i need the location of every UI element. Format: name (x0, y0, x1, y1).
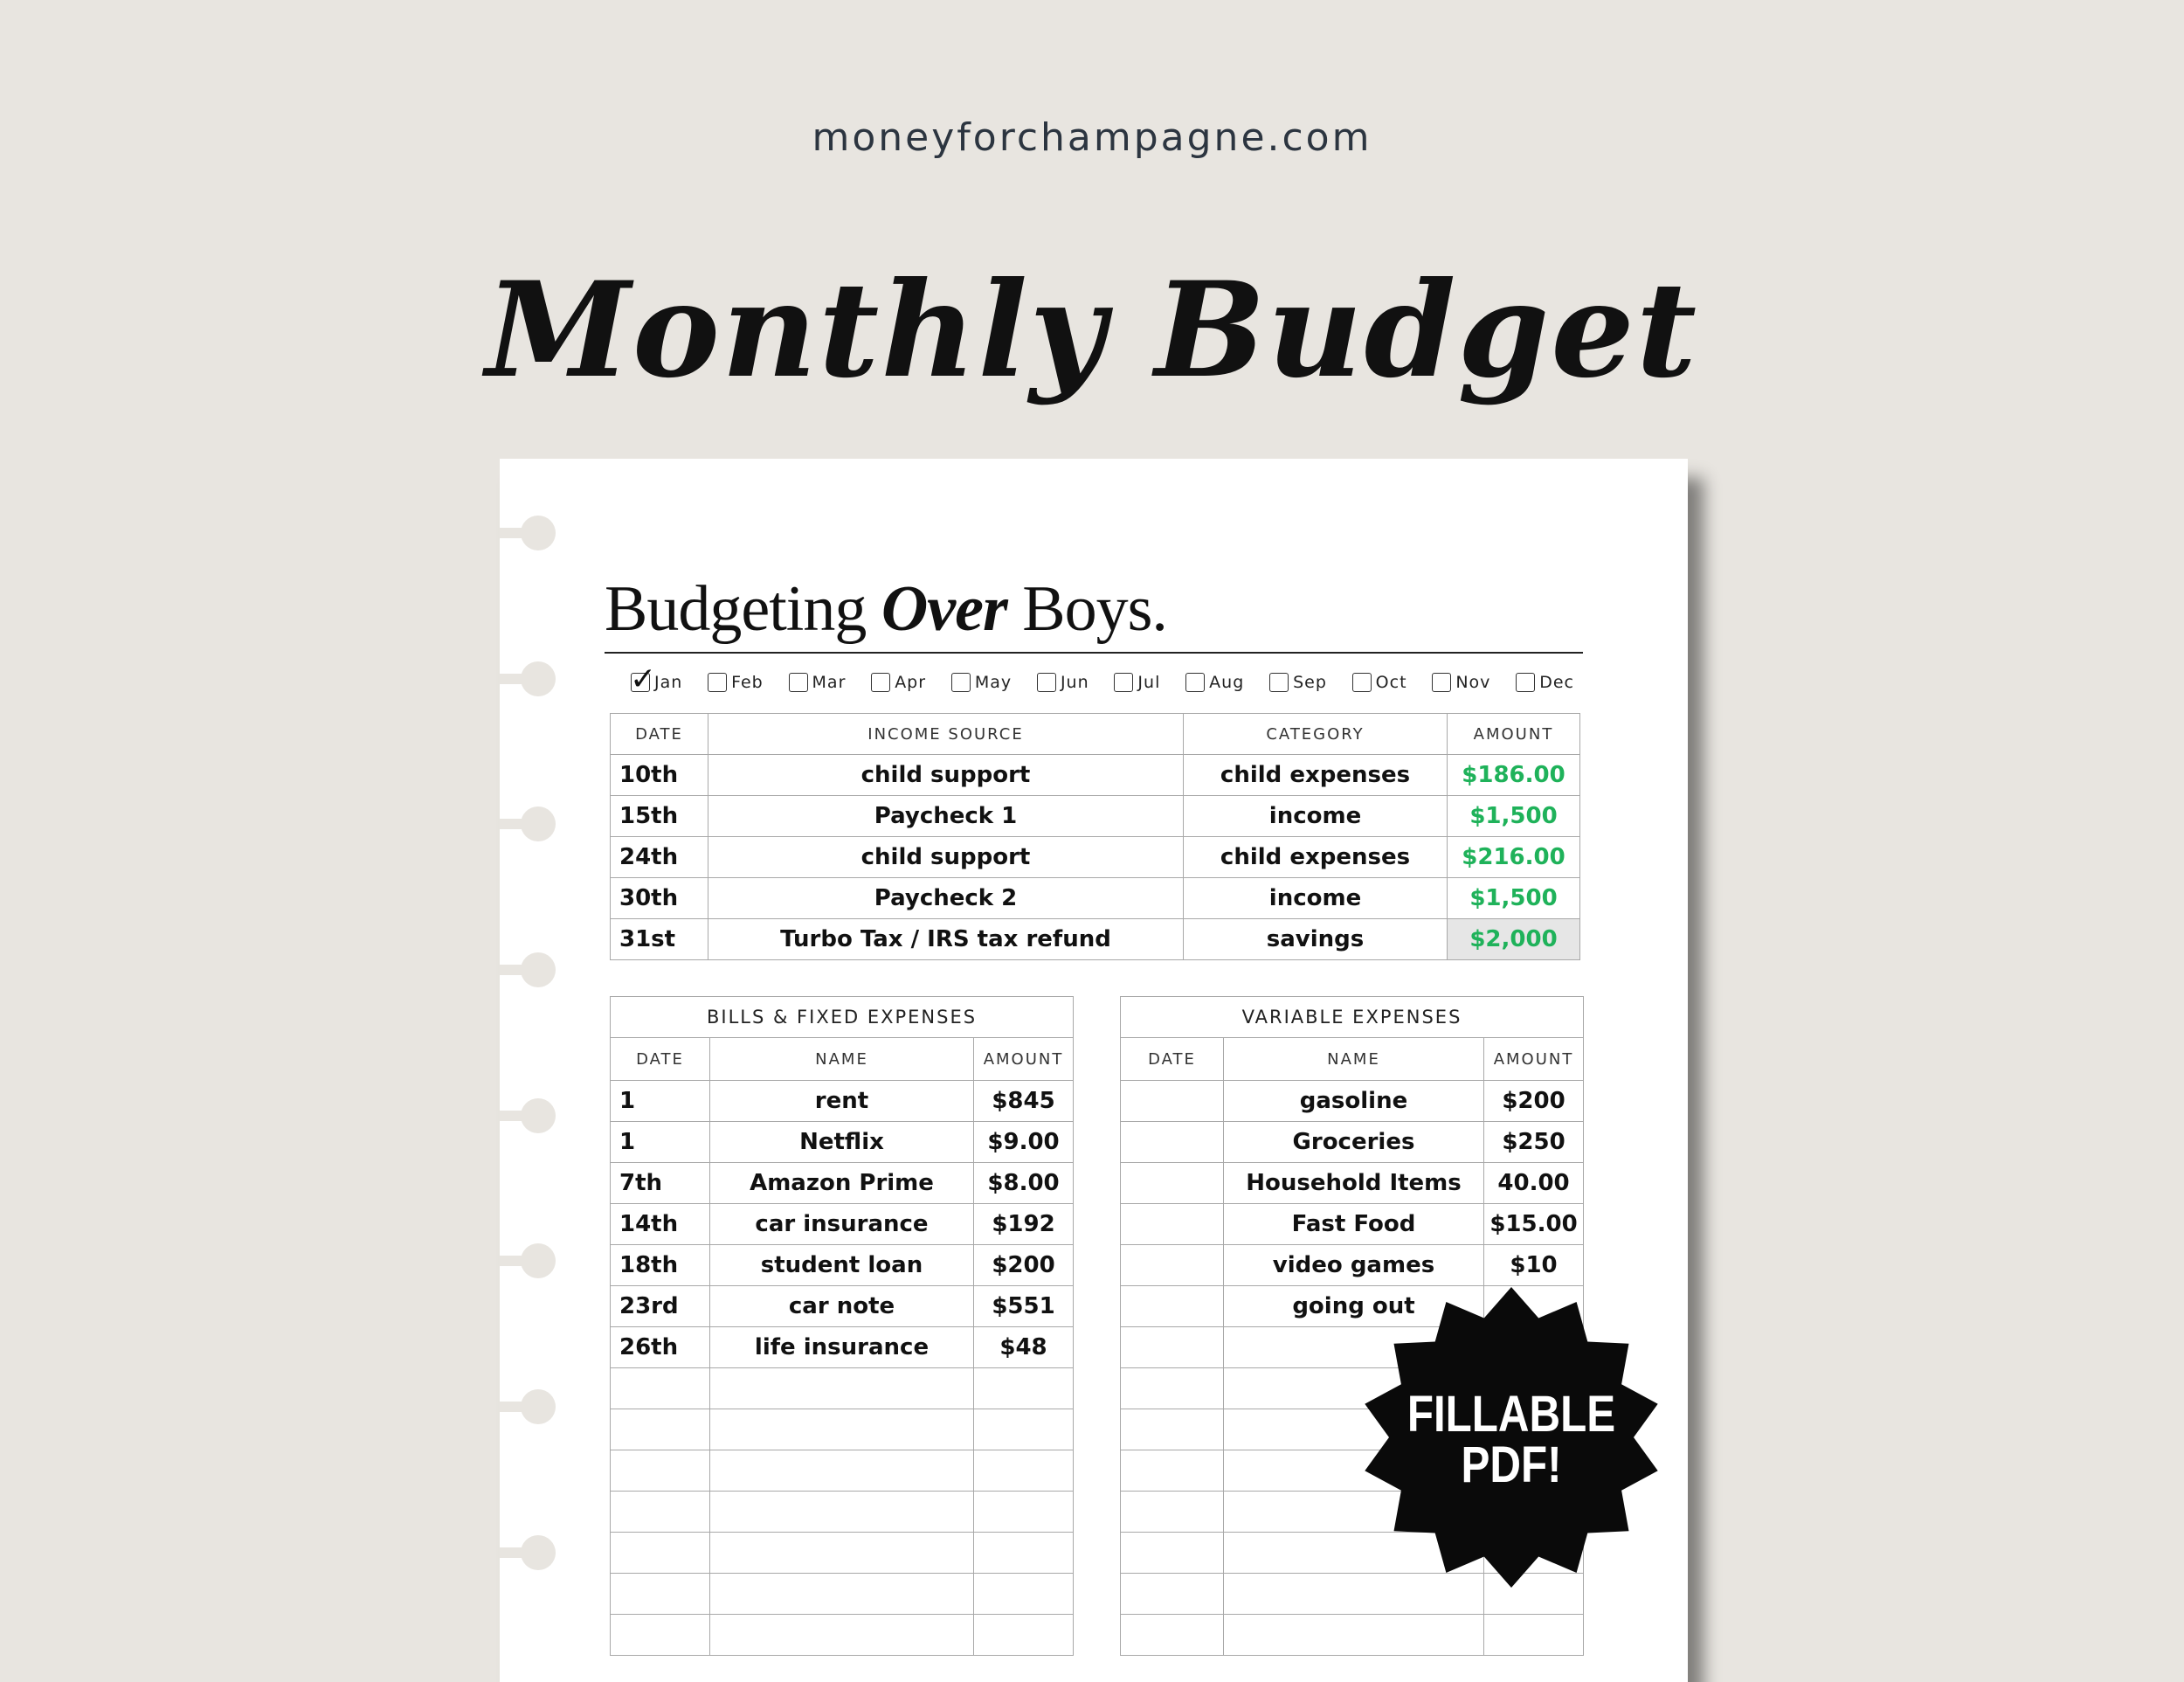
table-row (1121, 1615, 1584, 1656)
expense-name-cell[interactable]: rent (710, 1081, 974, 1122)
expense-amount-cell[interactable] (974, 1450, 1074, 1492)
expense-date-cell[interactable]: 14th (611, 1204, 710, 1245)
month-checkbox[interactable] (1269, 673, 1327, 692)
expense-date-cell[interactable] (1121, 1163, 1224, 1204)
month-label: Feb (731, 673, 764, 692)
checkbox-icon[interactable] (951, 673, 971, 692)
page-title: Monthly Budget (485, 253, 1699, 407)
table-row (1121, 1163, 1584, 1204)
month-checkbox[interactable] (789, 673, 847, 692)
badge-line: FILLABLE (1406, 1386, 1616, 1443)
table-row (611, 1450, 1074, 1492)
badge-text (1381, 1386, 1641, 1493)
table-row (611, 1286, 1074, 1327)
month-checkbox[interactable] (1185, 673, 1244, 692)
table-row (1121, 1081, 1584, 1122)
expense-date-cell[interactable]: 1 (611, 1081, 710, 1122)
binder-hole (500, 1535, 552, 1570)
binder-hole (500, 1389, 552, 1424)
month-label: Oct (1375, 673, 1407, 692)
expense-date-cell[interactable] (611, 1574, 710, 1615)
income-source[interactable]: Paycheck 2 (708, 878, 1184, 919)
expense-date-cell[interactable] (1121, 1286, 1224, 1327)
expense-date-cell[interactable]: 26th (611, 1327, 710, 1368)
expense-amount-cell[interactable]: $10 (1484, 1245, 1584, 1286)
col-header-category: CATEGORY (1184, 714, 1448, 755)
expense-amount-cell[interactable]: $200 (1484, 1081, 1584, 1122)
table-row (611, 1533, 1074, 1574)
expense-amount-cell[interactable]: $9.00 (974, 1122, 1074, 1163)
expense-date-cell[interactable] (611, 1450, 710, 1492)
income-source[interactable]: Turbo Tax / IRS tax refund (708, 919, 1184, 960)
checkbox-icon[interactable] (1114, 673, 1133, 692)
expense-date-cell[interactable] (611, 1533, 710, 1574)
expense-date-cell[interactable]: 18th (611, 1245, 710, 1286)
income-date[interactable]: 10th (611, 755, 708, 796)
income-source[interactable]: Paycheck 1 (708, 796, 1184, 837)
expense-amount-cell[interactable] (974, 1615, 1074, 1656)
month-label: Dec (1539, 673, 1574, 692)
expense-amount-cell[interactable]: $845 (974, 1081, 1074, 1122)
col-header-amount: AMOUNT (974, 1038, 1074, 1081)
checkbox-icon[interactable] (871, 673, 890, 692)
month-checkbox[interactable] (1432, 673, 1490, 692)
income-row (611, 796, 1580, 837)
col-header-date: DATE (611, 1038, 710, 1081)
expense-amount-cell[interactable] (974, 1574, 1074, 1615)
expense-name-cell[interactable]: car insurance (710, 1204, 974, 1245)
expense-amount-cell[interactable]: $250 (1484, 1122, 1584, 1163)
expense-name-cell[interactable] (710, 1368, 974, 1409)
expense-name-cell[interactable]: Fast Food (1224, 1204, 1484, 1245)
expense-name-cell[interactable]: car note (710, 1286, 974, 1327)
binder-hole (500, 952, 552, 987)
month-checkbox[interactable] (708, 673, 764, 692)
month-checkbox[interactable] (1114, 673, 1160, 692)
checkbox-icon[interactable] (1516, 673, 1535, 692)
table-row (1121, 1122, 1584, 1163)
expense-name-cell[interactable] (710, 1450, 974, 1492)
expense-date-cell[interactable] (1121, 1574, 1224, 1615)
expense-amount-cell[interactable]: $48 (974, 1327, 1074, 1368)
expense-date-cell[interactable]: 7th (611, 1163, 710, 1204)
checkbox-icon[interactable] (1432, 673, 1451, 692)
bills-table (610, 996, 1074, 1656)
bills-caption: BILLS & FIXED EXPENSES (611, 997, 1074, 1038)
expense-amount-cell[interactable] (974, 1368, 1074, 1409)
variable-caption: VARIABLE EXPENSES (1121, 997, 1584, 1038)
binder-hole (500, 806, 552, 841)
title-part: Budgeting (605, 573, 881, 645)
table-row (611, 1492, 1074, 1533)
table-row (611, 1574, 1074, 1615)
col-header-income-source: INCOME SOURCE (708, 714, 1184, 755)
expense-name-cell[interactable]: Groceries (1224, 1122, 1484, 1163)
income-row (611, 837, 1580, 878)
table-row (1121, 1245, 1584, 1286)
expense-name-cell[interactable]: life insurance (710, 1327, 974, 1368)
income-amount[interactable]: $1,500 (1448, 878, 1580, 919)
expense-date-cell[interactable] (1121, 1122, 1224, 1163)
month-checkbox[interactable] (631, 673, 682, 692)
month-label: Mar (812, 673, 847, 692)
month-label: Jul (1137, 673, 1161, 692)
binder-hole (500, 1243, 552, 1278)
expense-amount-cell[interactable]: $15.00 (1484, 1204, 1584, 1245)
col-header-amount: AMOUNT (1448, 714, 1580, 755)
table-row (611, 1122, 1074, 1163)
income-amount[interactable]: $186.00 (1448, 755, 1580, 796)
table-row (611, 1163, 1074, 1204)
expense-amount-cell[interactable] (974, 1492, 1074, 1533)
expense-amount-cell[interactable] (1484, 1615, 1584, 1656)
col-header-date: DATE (611, 714, 708, 755)
expense-date-cell[interactable] (1121, 1533, 1224, 1574)
expense-name-cell[interactable] (710, 1615, 974, 1656)
income-date[interactable]: 31st (611, 919, 708, 960)
col-header-name: NAME (1224, 1038, 1484, 1081)
table-row (611, 1327, 1074, 1368)
income-category[interactable]: savings (1184, 919, 1448, 960)
income-category[interactable]: child expenses (1184, 837, 1448, 878)
expense-date-cell[interactable]: 23rd (611, 1286, 710, 1327)
income-source[interactable]: child support (708, 837, 1184, 878)
month-label: Jun (1060, 673, 1089, 692)
table-row (611, 1204, 1074, 1245)
expense-name-cell[interactable]: Household Items (1224, 1163, 1484, 1204)
site-url: moneyforchampagne.com (812, 115, 1372, 160)
month-label: May (974, 673, 1013, 692)
table-row (611, 1245, 1074, 1286)
col-header-date: DATE (1121, 1038, 1224, 1081)
expense-date-cell[interactable] (1121, 1368, 1224, 1409)
checkbox-icon[interactable] (1037, 673, 1056, 692)
col-header-name: NAME (710, 1038, 974, 1081)
expense-amount-cell[interactable]: $551 (974, 1286, 1074, 1327)
month-checkbox[interactable] (1037, 673, 1089, 692)
col-header-amount: AMOUNT (1484, 1038, 1584, 1081)
expense-name-cell[interactable] (710, 1492, 974, 1533)
income-date[interactable]: 30th (611, 878, 708, 919)
expense-name-cell[interactable]: video games (1224, 1245, 1484, 1286)
binder-hole (500, 516, 552, 550)
month-selector (631, 673, 1574, 692)
table-row (611, 1368, 1074, 1409)
expense-name-cell[interactable] (710, 1409, 974, 1450)
income-category[interactable]: child expenses (1184, 755, 1448, 796)
table-row (611, 1615, 1074, 1656)
badge-line: PDF! (1461, 1436, 1562, 1493)
expense-name-cell[interactable]: gasoline (1224, 1081, 1484, 1122)
income-amount[interactable]: $216.00 (1448, 837, 1580, 878)
expense-date-cell[interactable] (1121, 1615, 1224, 1656)
income-category[interactable]: income (1184, 878, 1448, 919)
month-checkbox[interactable] (1352, 673, 1407, 692)
checked-checkbox-icon[interactable] (631, 673, 650, 692)
binder-hole (500, 661, 552, 696)
checkbox-icon[interactable] (1269, 673, 1289, 692)
income-amount[interactable]: $1,500 (1448, 796, 1580, 837)
expense-date-cell[interactable] (611, 1615, 710, 1656)
expense-date-cell[interactable] (1121, 1245, 1224, 1286)
expense-name-cell[interactable] (710, 1574, 974, 1615)
expense-name-cell[interactable]: student loan (710, 1245, 974, 1286)
expense-date-cell[interactable] (1121, 1327, 1224, 1368)
checkbox-icon[interactable] (708, 673, 727, 692)
income-source[interactable]: child support (708, 755, 1184, 796)
expense-date-cell[interactable]: 1 (611, 1122, 710, 1163)
expense-amount-cell[interactable] (974, 1533, 1074, 1574)
expense-name-cell[interactable]: going out (1224, 1286, 1484, 1327)
month-label: Nov (1455, 673, 1491, 692)
month-label: Aug (1209, 673, 1245, 692)
expense-amount-cell[interactable]: $192 (974, 1204, 1074, 1245)
expense-date-cell[interactable] (611, 1368, 710, 1409)
income-amount[interactable]: $2,000 (1448, 919, 1580, 960)
fillable-pdf-badge (1358, 1284, 1664, 1590)
checkbox-icon[interactable] (1185, 673, 1205, 692)
table-row (611, 1409, 1074, 1450)
expense-name-cell[interactable] (710, 1533, 974, 1574)
expense-name-cell[interactable]: Amazon Prime (710, 1163, 974, 1204)
expense-date-cell[interactable] (611, 1492, 710, 1533)
income-row (611, 878, 1580, 919)
title-emphasis: Over (881, 573, 1007, 645)
month-label: Sep (1293, 673, 1327, 692)
table-row (1121, 1204, 1584, 1245)
expense-date-cell[interactable] (1121, 1450, 1224, 1492)
income-table (610, 713, 1580, 960)
expense-amount-cell[interactable]: $8.00 (974, 1163, 1074, 1204)
income-date[interactable]: 24th (611, 837, 708, 878)
expense-amount-cell[interactable] (974, 1409, 1074, 1450)
expense-amount-cell[interactable]: 40.00 (1484, 1163, 1584, 1204)
expense-date-cell[interactable] (1121, 1409, 1224, 1450)
month-label: Jan (654, 673, 683, 692)
income-row (611, 755, 1580, 796)
title-divider (605, 652, 1583, 654)
binder-hole (500, 1098, 552, 1133)
income-row (611, 919, 1580, 960)
expense-date-cell[interactable] (611, 1409, 710, 1450)
month-checkbox[interactable] (871, 673, 926, 692)
expense-date-cell[interactable] (1121, 1492, 1224, 1533)
table-row (611, 1081, 1074, 1122)
month-checkbox[interactable] (1516, 673, 1574, 692)
document-title (605, 572, 1167, 647)
income-date[interactable]: 15th (611, 796, 708, 837)
checkbox-icon[interactable] (1352, 673, 1372, 692)
month-label: Apr (895, 673, 927, 692)
expense-amount-cell[interactable]: $200 (974, 1245, 1074, 1286)
expense-name-cell[interactable]: Netflix (710, 1122, 974, 1163)
expense-date-cell[interactable] (1121, 1081, 1224, 1122)
income-category[interactable]: income (1184, 796, 1448, 837)
expense-name-cell[interactable] (1224, 1615, 1484, 1656)
checkbox-icon[interactable] (789, 673, 808, 692)
title-part: Boys. (1006, 573, 1167, 645)
expense-date-cell[interactable] (1121, 1204, 1224, 1245)
month-checkbox[interactable] (951, 673, 1012, 692)
